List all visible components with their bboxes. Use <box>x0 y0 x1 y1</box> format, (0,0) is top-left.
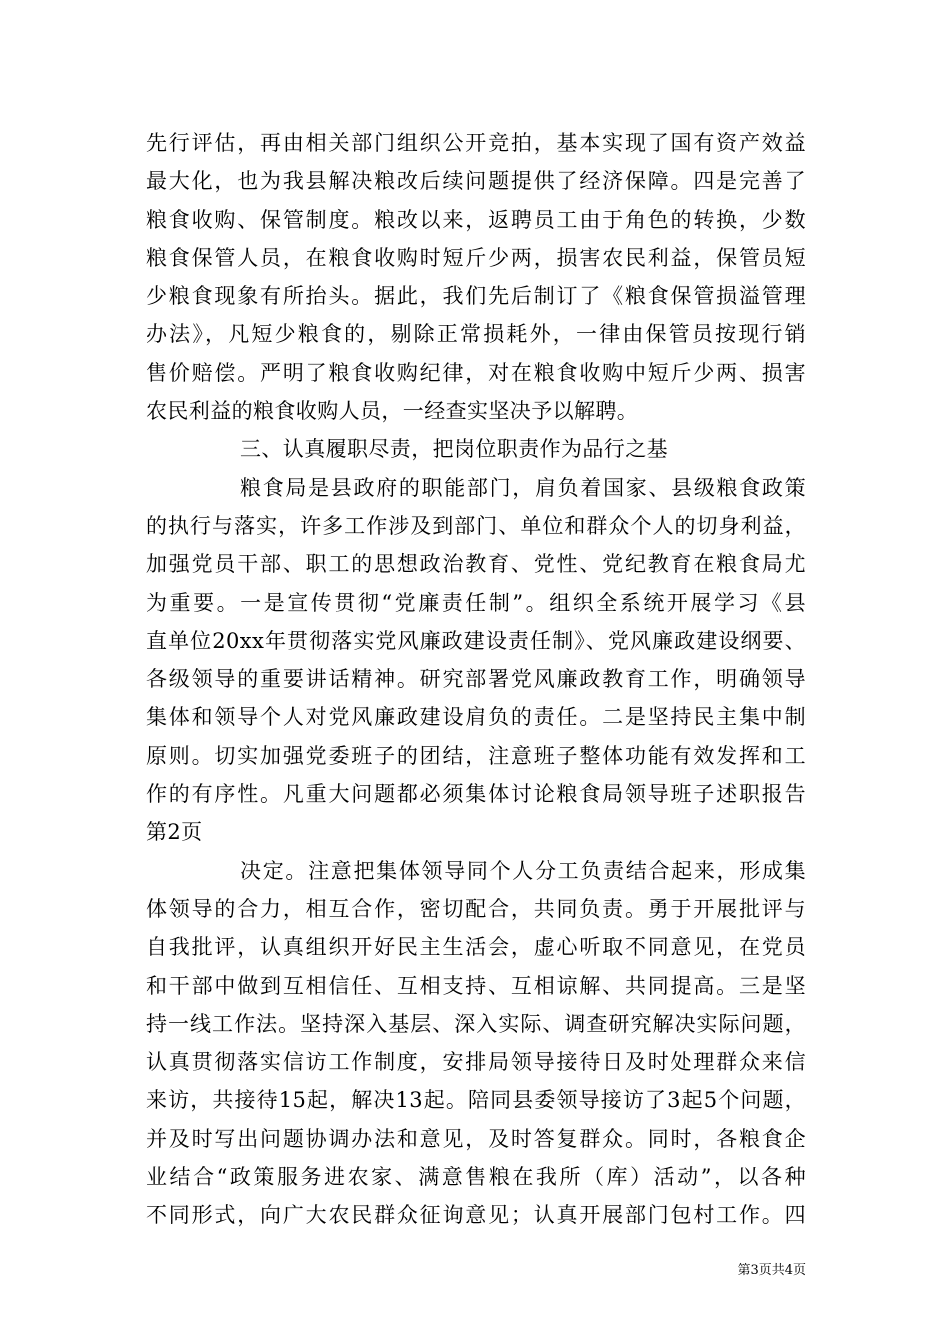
text-line: 认真贯彻落实信访工作制度，安排局领导接待日及时处理群众来信 <box>146 1050 806 1075</box>
text-line: 来访，共接待15起，解决13起。陪同县委领导接访了3起5个问题， <box>146 1088 806 1113</box>
text-line: 作的有序性。凡重大问题都必须集体讨论粮食局领导班子述职报告 <box>146 782 806 807</box>
text-line: 粮食保管人员，在粮食收购时短斤少两，损害农民利益，保管员短 <box>146 245 806 270</box>
section-heading: 三、认真履职尽责，把岗位职责作为品行之基 <box>240 437 668 462</box>
text-line: 的执行与落实，许多工作涉及到部门、单位和群众个人的切身利益， <box>146 513 806 538</box>
text-line: 售价赔偿。严明了粮食收购纪律，对在粮食收购中短斤少两、损害 <box>146 360 806 385</box>
page-footer: 第3页共4页 <box>737 1263 806 1278</box>
text-line: 粮食收购、保管制度。粮改以来，返聘员工由于角色的转换，少数 <box>146 207 806 232</box>
text-line: 和干部中做到互相信任、互相支持、互相谅解、共同提高。三是坚 <box>146 973 806 998</box>
text-line: 加强党员干部、职工的思想政治教育、党性、党纪教育在粮食局尤 <box>146 552 806 577</box>
text-line: 决定。注意把集体领导同个人分工负责结合起来，形成集 <box>240 858 806 883</box>
text-line: 粮食局是县政府的职能部门，肩负着国家、县级粮食政策 <box>240 475 806 500</box>
text-line: 集体和领导个人对党风廉政建设肩负的责任。二是坚持民主集中制 <box>146 705 806 730</box>
text-line: 体领导的合力，相互合作，密切配合，共同负责。勇于开展批评与 <box>146 896 806 921</box>
inline-page-marker: 第2页 <box>146 820 203 845</box>
text-line: 并及时写出问题协调办法和意见，及时答复群众。同时，各粮食企 <box>146 1126 806 1151</box>
text-line: 最大化，也为我县解决粮改后续问题提供了经济保障。四是完善了 <box>146 169 806 194</box>
text-line: 直单位20xx年贯彻落实党风廉政建设责任制》、党风廉政建设纲要、 <box>146 628 806 653</box>
text-line: 农民利益的粮食收购人员，一经查实坚决予以解聘。 <box>146 399 639 424</box>
text-line: 持一线工作法。坚持深入基层、深入实际、调查研究解决实际问题， <box>146 1011 806 1036</box>
text-line: 自我批评，认真组织开好民主生活会，虚心听取不同意见，在党员 <box>146 935 806 960</box>
text-line: 不同形式，向广大农民群众征询意见；认真开展部门包村工作。四 <box>146 1203 806 1228</box>
text-line: 为重要。一是宣传贯彻“党廉责任制”。组织全系统开展学习《县 <box>146 590 806 615</box>
document-body <box>146 124 806 1235</box>
text-line: 原则。切实加强党委班子的团结，注意班子整体功能有效发挥和工 <box>146 743 806 768</box>
text-line: 办法》，凡短少粮食的，剔除正常损耗外，一律由保管员按现行销 <box>146 322 806 347</box>
text-line: 少粮食现象有所抬头。据此，我们先后制订了《粮食保管损溢管理 <box>146 284 806 309</box>
text-line: 先行评估，再由相关部门组织公开竞拍，基本实现了国有资产效益 <box>146 131 806 155</box>
text-line: 各级领导的重要讲话精神。研究部署党风廉政教育工作，明确领导 <box>146 667 806 692</box>
text-line: 业结合“政策服务进农家、满意售粮在我所（库）活动”，以各种 <box>146 1165 806 1190</box>
